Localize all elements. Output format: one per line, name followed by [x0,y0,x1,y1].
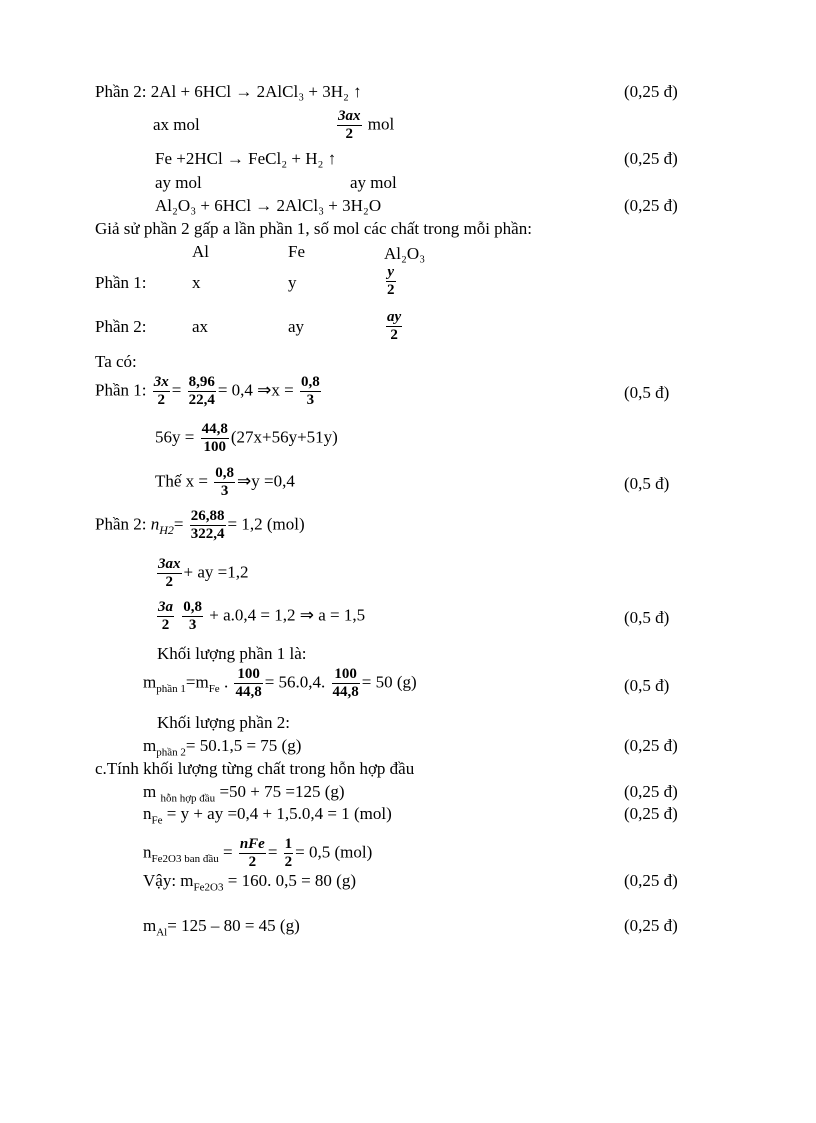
score: (0,5 đ) [624,474,670,493]
mass-phan1-title: Khối lượng phần 1 là: [157,644,307,663]
eq-phan2: Phần 2: $n_{H2}=$ $\frac{26,88}{322,4}$ = 1,2 (mol) [95,508,305,542]
eq-mass-al: $m_{Al}= 125 - 80 = 45$ (g) [143,916,300,939]
section-c-title: c.Tính khối lượng từng chất trong hỗn hợp đầu [95,759,415,778]
score: (0,25 đ) [624,871,678,890]
col-header-al: Al [192,242,209,261]
reaction-al-hcl-text: Phần 2: 2Al + 6HCl → 2AlCl₃ + 3H₂ ↑ [95,82,362,101]
col-header-fe: Fe [288,242,305,261]
reaction-fe-hcl: Fe +2HCl → FeCl₂ + H₂ ↑ [155,149,337,168]
assumption-text: Giả sử phần 2 gấp a lần phần 1, số mol các chất trong mỗi phần: [95,219,532,238]
cell: ax [192,317,209,336]
eq-substitute: Thế x = $\frac{0,8}{3}$ ⇒y =0,4 [155,465,295,499]
cell [384,309,404,344]
score: (0,25 đ) [624,82,678,101]
eq-mass-phan1: $m_{phần 1}=m_{Fe}$ . $\frac{100}{44,8}$ = 56.0,4. $\frac{100}{44,8}$ = 50 (g) [143,666,417,700]
cell: y [288,273,297,292]
cell [384,264,398,299]
eq-phan1: Phần 1: $\frac{3x}{2}$ = $\frac{8,96}{22,4}$ = 0,4 ⇒x = $\frac{0,8}{3}$ [95,374,320,408]
reaction-al-hcl [95,82,362,102]
score: (0,25 đ) [624,196,678,215]
fraction: $\frac{3ax}{2}$ [338,108,361,142]
eq-mass-total: m $_{hỗn hợp đầu}$ =50 + 75 =125 (g) [143,782,345,805]
mass-phan2-title: Khối lượng phần 2: [157,713,290,732]
eq-solve-a: $\frac{3a}{2}$ $\frac{0,8}{3}$ + a.0,4 = 1,2 ⇒ a = 1,5 [158,599,366,633]
eq-n-fe2o3: $n_{Fe2O3 ban đầu}$ = nFe 2 = $\frac{1}{2}$ = 0,5 (mol) [143,836,373,870]
score: (0,25 đ) [624,782,678,801]
eq-mass-fe2o3: Vậy: $m_{Fe2O3} = 160$. 0,5 = 80 (g) [143,871,356,894]
fraction: $\frac{ay}{2}$ [387,309,402,343]
row-label-phan2: Phần 2: [95,317,147,336]
row-label-phan1: Phần 1: [95,273,147,292]
al-mol-left: ax mol [153,115,200,134]
eq-mass-phan2: $m_{phần 2}= 50.1,5 = 75$ (g) [143,736,302,759]
score: (0,5 đ) [624,676,670,695]
score: (0,5 đ) [624,383,670,402]
cell: ay [288,317,305,336]
cell: x [192,273,201,292]
eq-ax-ay: $\frac{3ax}{2}$ + ay =1,2 [158,556,249,590]
ta-co: Ta có: [95,352,137,371]
h2-mol-right: $\frac{3ax}{2}$ mol [338,108,395,142]
fraction: $\frac{y}{2}$ [387,264,395,298]
score: (0,5 đ) [624,608,670,627]
col-header-al2o3: Al₂O₃ [384,244,426,263]
reaction-al2o3-hcl: Al₂O₃ + 6HCl → 2AlCl₃ + 3H₂O [155,196,382,215]
fe-mol-left: ay mol [155,173,202,192]
h2-mol-right: ay mol [350,173,397,192]
score: (0,25 đ) [624,736,678,755]
eq-n-fe: $n_{Fe} = y$ + ay =0,4 + 1,5.0,4 = 1 (mol) [143,804,392,827]
eq-fe-mass: 56y = $\frac{44,8}{100}$ (27x+56y+51y) [155,421,338,455]
score: (0,25 đ) [624,804,678,823]
score: (0,25 đ) [624,149,678,168]
score: (0,25 đ) [624,916,678,935]
